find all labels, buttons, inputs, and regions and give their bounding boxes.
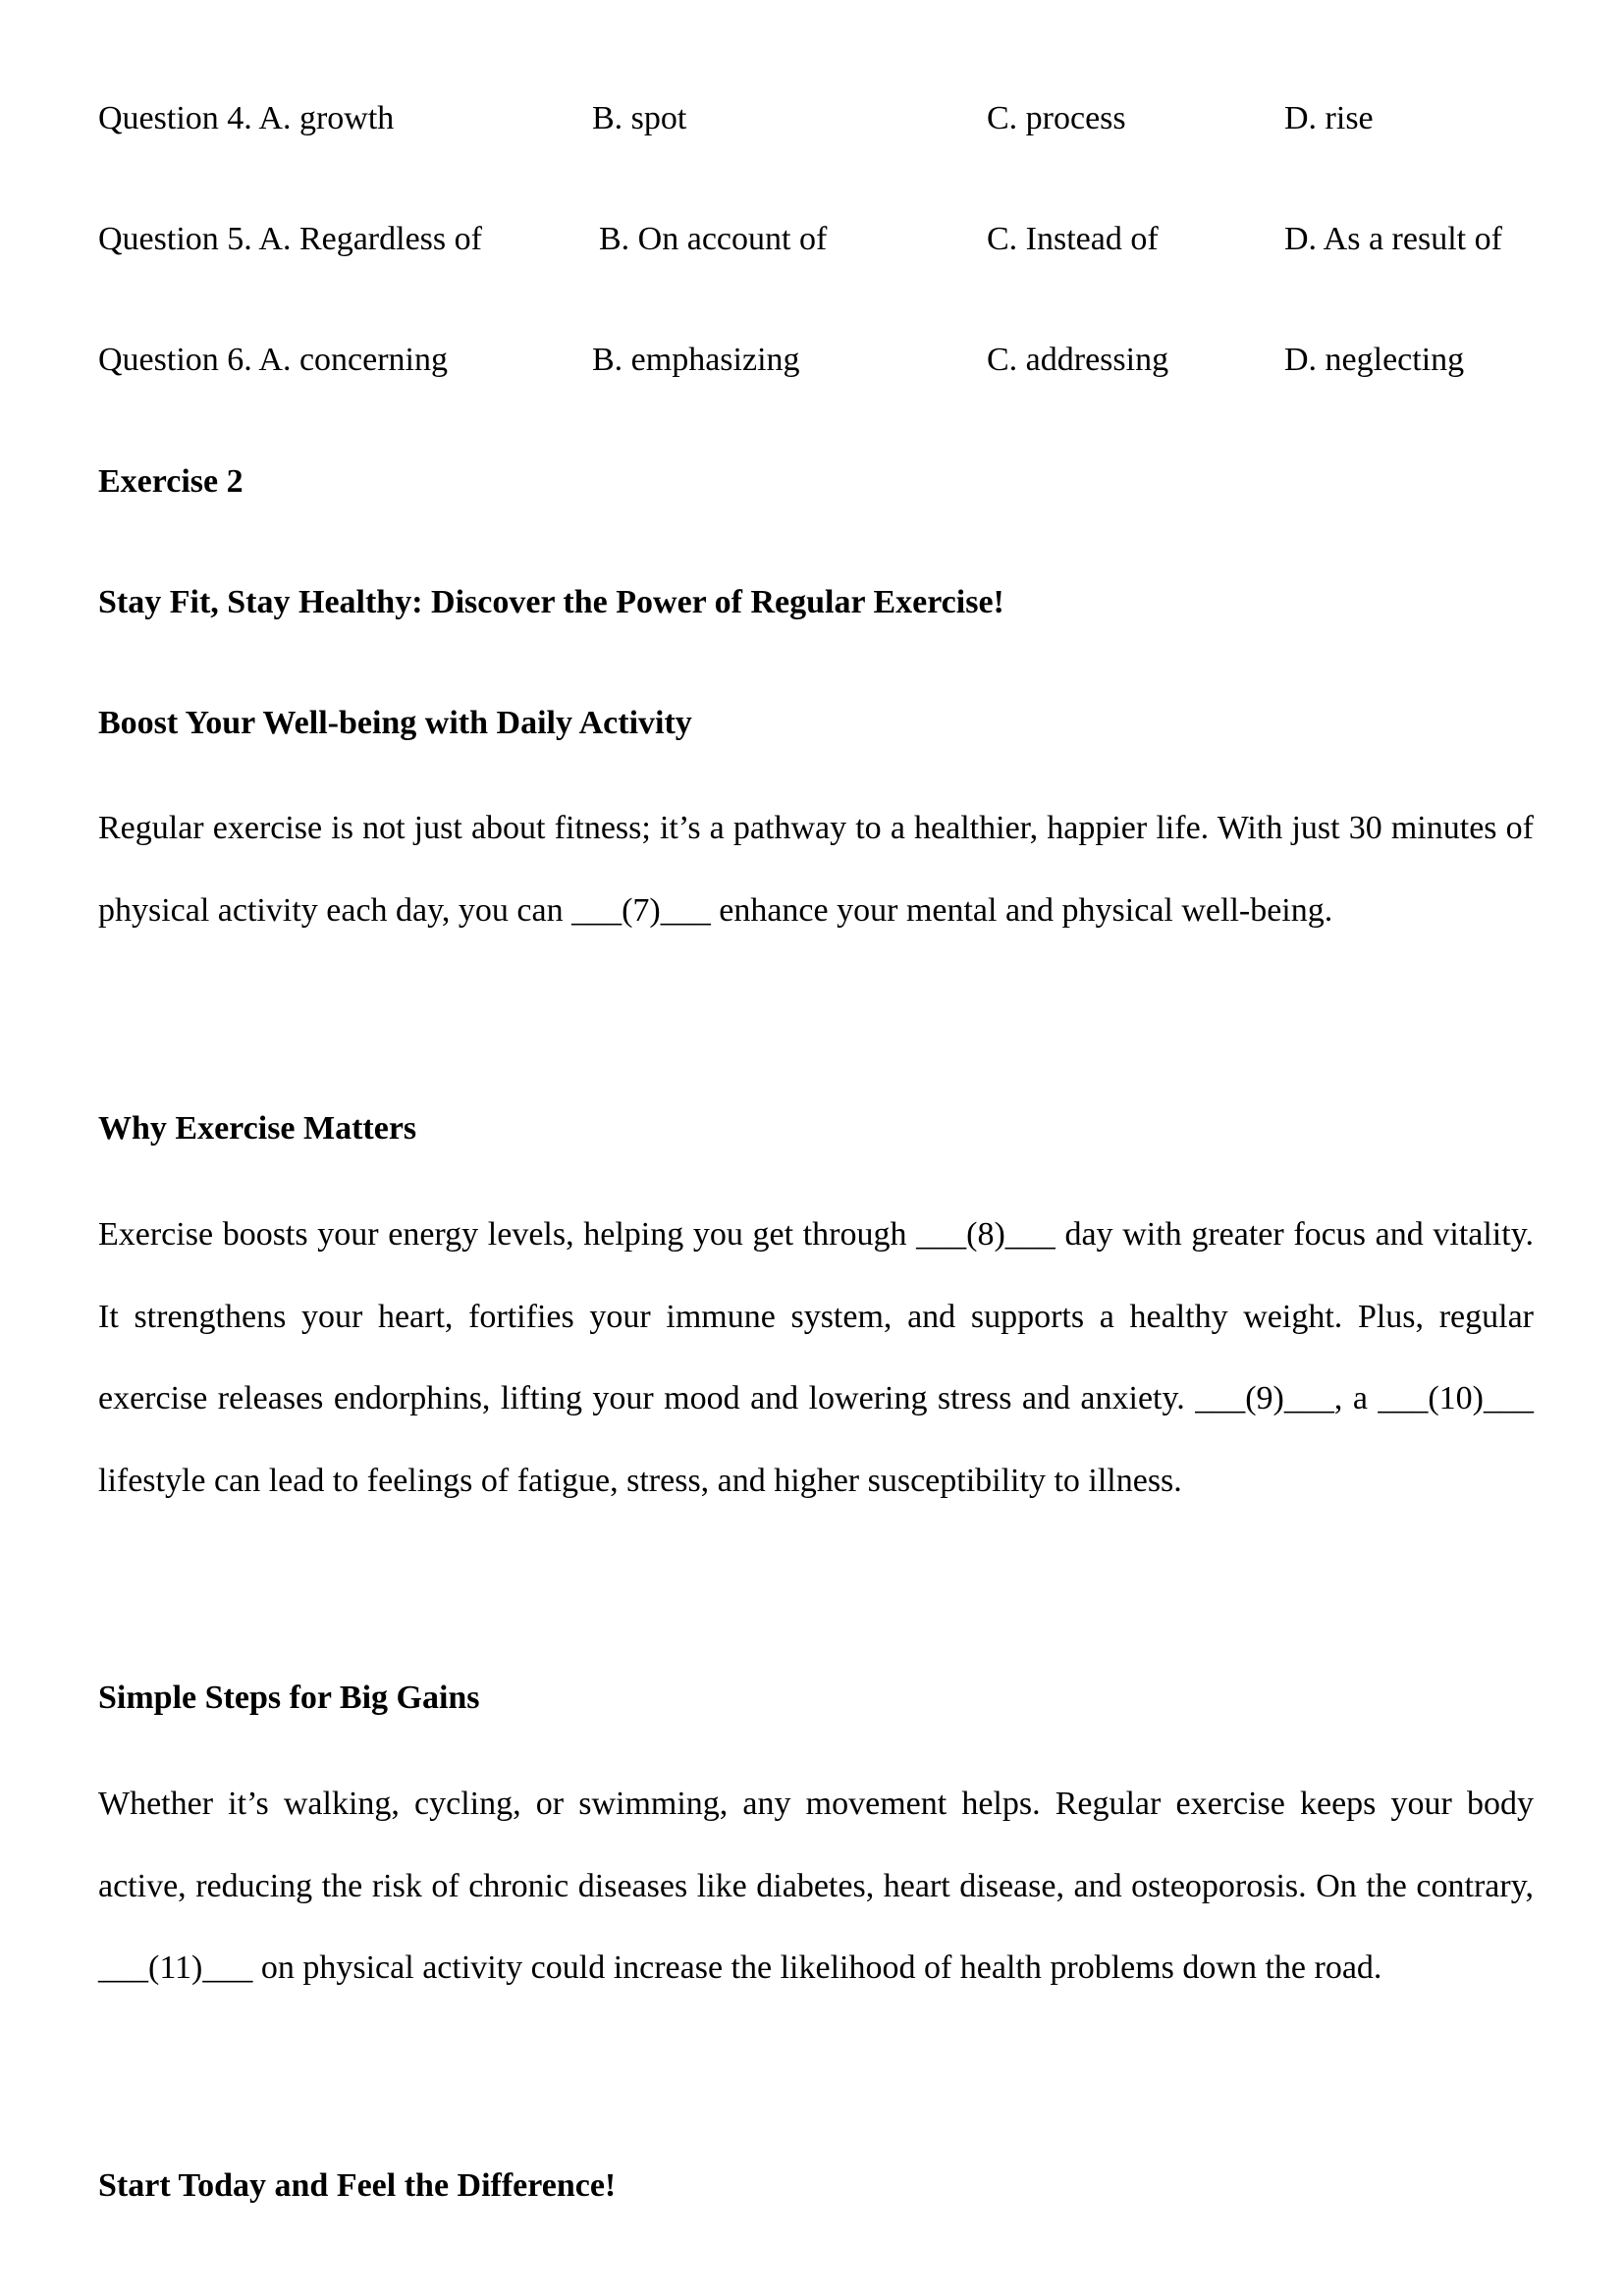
question-6-option-d: D. neglecting bbox=[1284, 342, 1465, 378]
question-6-option-c: C. addressing bbox=[987, 342, 1169, 378]
question-5-row bbox=[98, 223, 1534, 266]
question-4-option-a: Question 4. A. growth bbox=[98, 100, 395, 136]
question-6-option-b: B. emphasizing bbox=[592, 342, 800, 378]
section-heading-start: Start Today and Feel the Difference! bbox=[98, 2167, 617, 2204]
section-paragraph-steps: Whether it’s walking, cycling, or swimming, any movement helps. Regular exercise keeps your body active, reducing the risk of chronic diseases like diabetes, heart disease, and osteoporosis. On the contrary, ___(11)___ on physical activity could increase the likelihood of health problems down the road. bbox=[98, 1786, 1534, 1986]
question-5-option-b: B. On account of bbox=[599, 221, 828, 257]
exercise-title: Exercise 2 bbox=[98, 463, 244, 500]
question-4-option-b: B. spot bbox=[592, 100, 687, 136]
exercise-headline: Stay Fit, Stay Healthy: Discover the Power of Regular Exercise! bbox=[98, 584, 1004, 620]
question-5-option-a: Question 5. A. Regardless of bbox=[98, 221, 482, 257]
question-5-option-c: C. Instead of bbox=[987, 221, 1159, 257]
section-heading-boost: Boost Your Well-being with Daily Activity bbox=[98, 705, 692, 741]
section-paragraph-boost: Regular exercise is not just about fitness; it’s a pathway to a healthier, happier life. With just 30 minutes of physical activity each day, you can ___(7)___ enhance your mental and physical well-being. bbox=[98, 810, 1534, 929]
question-6-option-a: Question 6. A. concerning bbox=[98, 342, 448, 378]
question-4-row bbox=[98, 102, 1534, 145]
section-paragraph-why: Exercise boosts your energy levels, helping you get through ___(8)___ day with greater focus and vitality. It strengthens your heart, fortifies your immune system, and supports a healthy weight. Plus, regular exercise releases endorphins, lifting your mood and lowering stress and anxiety. ___(9)___, a ___(10)___ lifestyle can lead to feelings of fatigue, stress, and higher susceptibility to illness. bbox=[98, 1216, 1534, 1499]
question-4-option-d: D. rise bbox=[1284, 100, 1374, 136]
question-4-option-c: C. process bbox=[987, 100, 1126, 136]
question-5-option-d: D. As a result of bbox=[1284, 221, 1502, 257]
section-heading-steps: Simple Steps for Big Gains bbox=[98, 1680, 480, 1716]
question-6-row bbox=[98, 344, 1534, 387]
section-heading-why: Why Exercise Matters bbox=[98, 1110, 417, 1147]
